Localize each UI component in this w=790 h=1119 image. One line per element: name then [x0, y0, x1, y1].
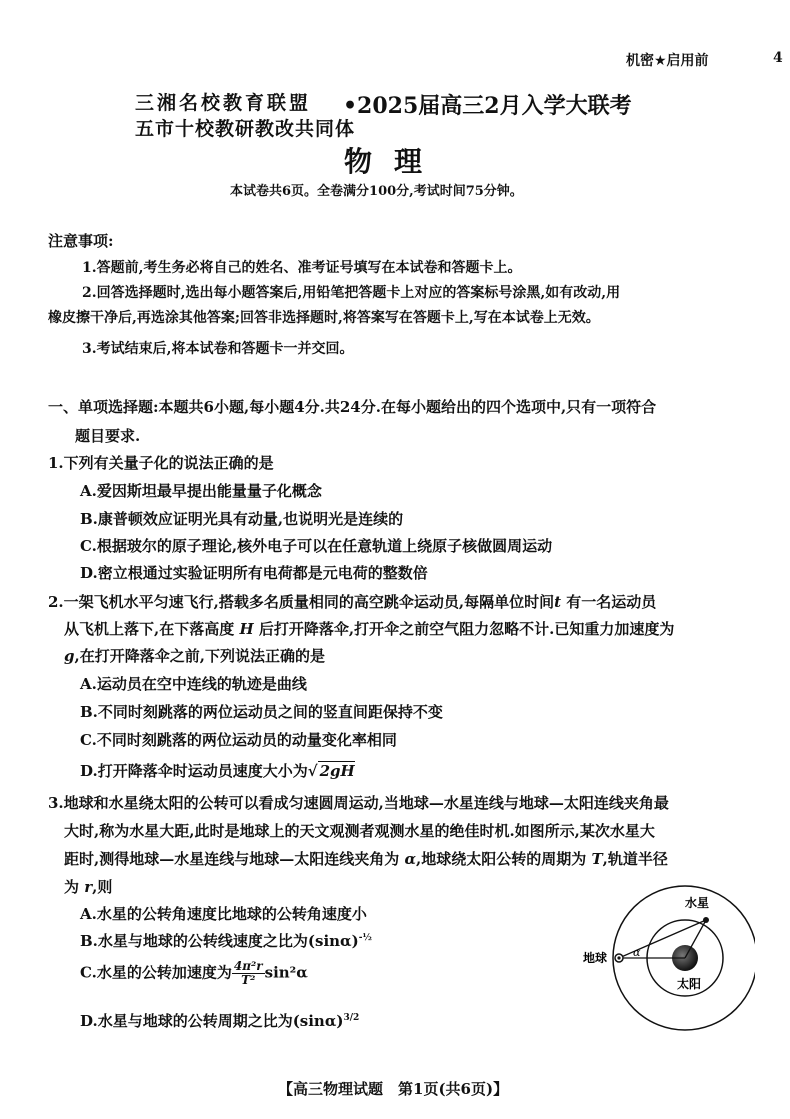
q3-option-d: D.水星与地球的公转周期之比为$(\sin\alpha)^{3/2}$	[80, 1012, 360, 1030]
orbit-diagram	[575, 880, 755, 1040]
note-item-3: 3.考试结束后,将本试卷和答题卡一并交回。	[82, 341, 354, 357]
mercury-label: 水星	[685, 896, 710, 910]
q3-c-fraction: $\frac{\text{4π²r}}{\text{T²}}$	[233, 959, 263, 988]
q3-option-b: B.水星与地球的公转线速度之比为$(\sin\alpha)^{-\frac{1}{2}}$	[80, 932, 372, 950]
q2-option-c: C.不同时刻跳落的两位运动员的动量变化率相同	[80, 731, 397, 749]
confidential-mark: 机密★启用前	[626, 53, 709, 69]
sun-label: 太阳	[677, 977, 702, 991]
section-heading-line-1: 一、单项选择题:本题共6小题,每小题4分.共24分.在每小题给出的四个选项中,只有一项符合	[48, 398, 657, 416]
q1-stem: 1.下列有关量子化的说法正确的是	[48, 454, 274, 472]
q3-stem-line-3: 距时,测得地球—水星连线与地球—太阳连线夹角为 α,地球绕太阳公转的周期为 T,轨道半径	[64, 850, 668, 868]
q3-option-c: C.水星的公转加速度为 $\frac{\text{4π²r}}{\text{T²}}$ sin²α	[80, 959, 308, 988]
note-item-1: 1.答题前,考生务必将自己的姓名、准考证号填写在本试卷和答题卡上。	[82, 260, 522, 276]
q2-stem-line-1: 2.一架飞机水平匀速飞行,搭载多名质量相同的高空跳伞运动员,每隔单位时间t 有一名运动员	[48, 593, 657, 611]
q3-stem-line-1: 3.地球和水星绕太阳的公转可以看成匀速圆周运动,当地球—水星连线与地球—太阳连线夹角最	[48, 794, 669, 812]
q2-stem-line-2: 从飞机上落下,在下落高度 H 后打开降落伞,打开伞之前空气阻力忽略不计.已知重力加速度为	[64, 620, 675, 638]
alpha-label: α	[633, 946, 641, 959]
note-item-2-line-1: 2.回答选择题时,选出每小题答案后,用铅笔把答题卡上对应的答案标号涂黑,如有改动,用	[82, 285, 621, 301]
q2-option-b: B.不同时刻跳落的两位运动员之间的竖直间距保持不变	[80, 703, 443, 721]
q1-option-b: B.康普顿效应证明光具有动量,也说明光是连续的	[80, 510, 404, 528]
subject-title: 物理	[344, 145, 445, 178]
exam-intro: 本试卷共6页。全卷满分100分,考试时间75分钟。	[230, 184, 523, 199]
notes-title: 注意事项:	[48, 232, 114, 250]
q3-option-a: A.水星的公转角速度比地球的公转角速度小	[80, 905, 367, 923]
organization-line-2: 五市十校教研教改共同体	[135, 118, 356, 140]
q1-option-c: C.根据玻尔的原子理论,核外电子可以在任意轨道上绕原子核做圆周运动	[80, 537, 553, 555]
note-item-2-line-2: 橡皮擦干净后,再选涂其他答案;回答非选择题时,将答案写在答题卡上,写在本试卷上无效。	[48, 310, 600, 326]
q2-option-d: D.打开降落伞时运动员速度大小为√ 2gH	[80, 762, 355, 780]
q3-stem-line-4: 为 r,则	[64, 878, 113, 896]
exam-title: •2025届高三2月入学大联考	[343, 93, 632, 119]
q1-option-a: A.爱因斯坦最早提出能量量子化概念	[80, 482, 322, 500]
q1-option-d: D.密立根通过实验证明所有电荷都是元电荷的整数倍	[80, 564, 428, 582]
earth-label: 地球	[583, 951, 608, 965]
corner-number: 4	[773, 50, 783, 66]
q3-stem-line-2: 大时,称为水星大距,此时是地球上的天文观测者观测水星的绝佳时机.如图所示,某次水星大	[64, 822, 655, 840]
q2-stem-line-3: g,在打开降落伞之前,下列说法正确的是	[64, 647, 325, 665]
mercury-icon	[703, 917, 709, 923]
earth-icon-core	[617, 956, 620, 959]
section-heading-line-2: 题目要求.	[75, 427, 141, 445]
q2-option-a: A.运动员在空中连线的轨迹是曲线	[80, 675, 307, 693]
page-footer: 【高三物理试题 第1页(共6页)】	[278, 1080, 509, 1098]
organization-line-1: 三湘名校教育联盟	[135, 92, 312, 114]
